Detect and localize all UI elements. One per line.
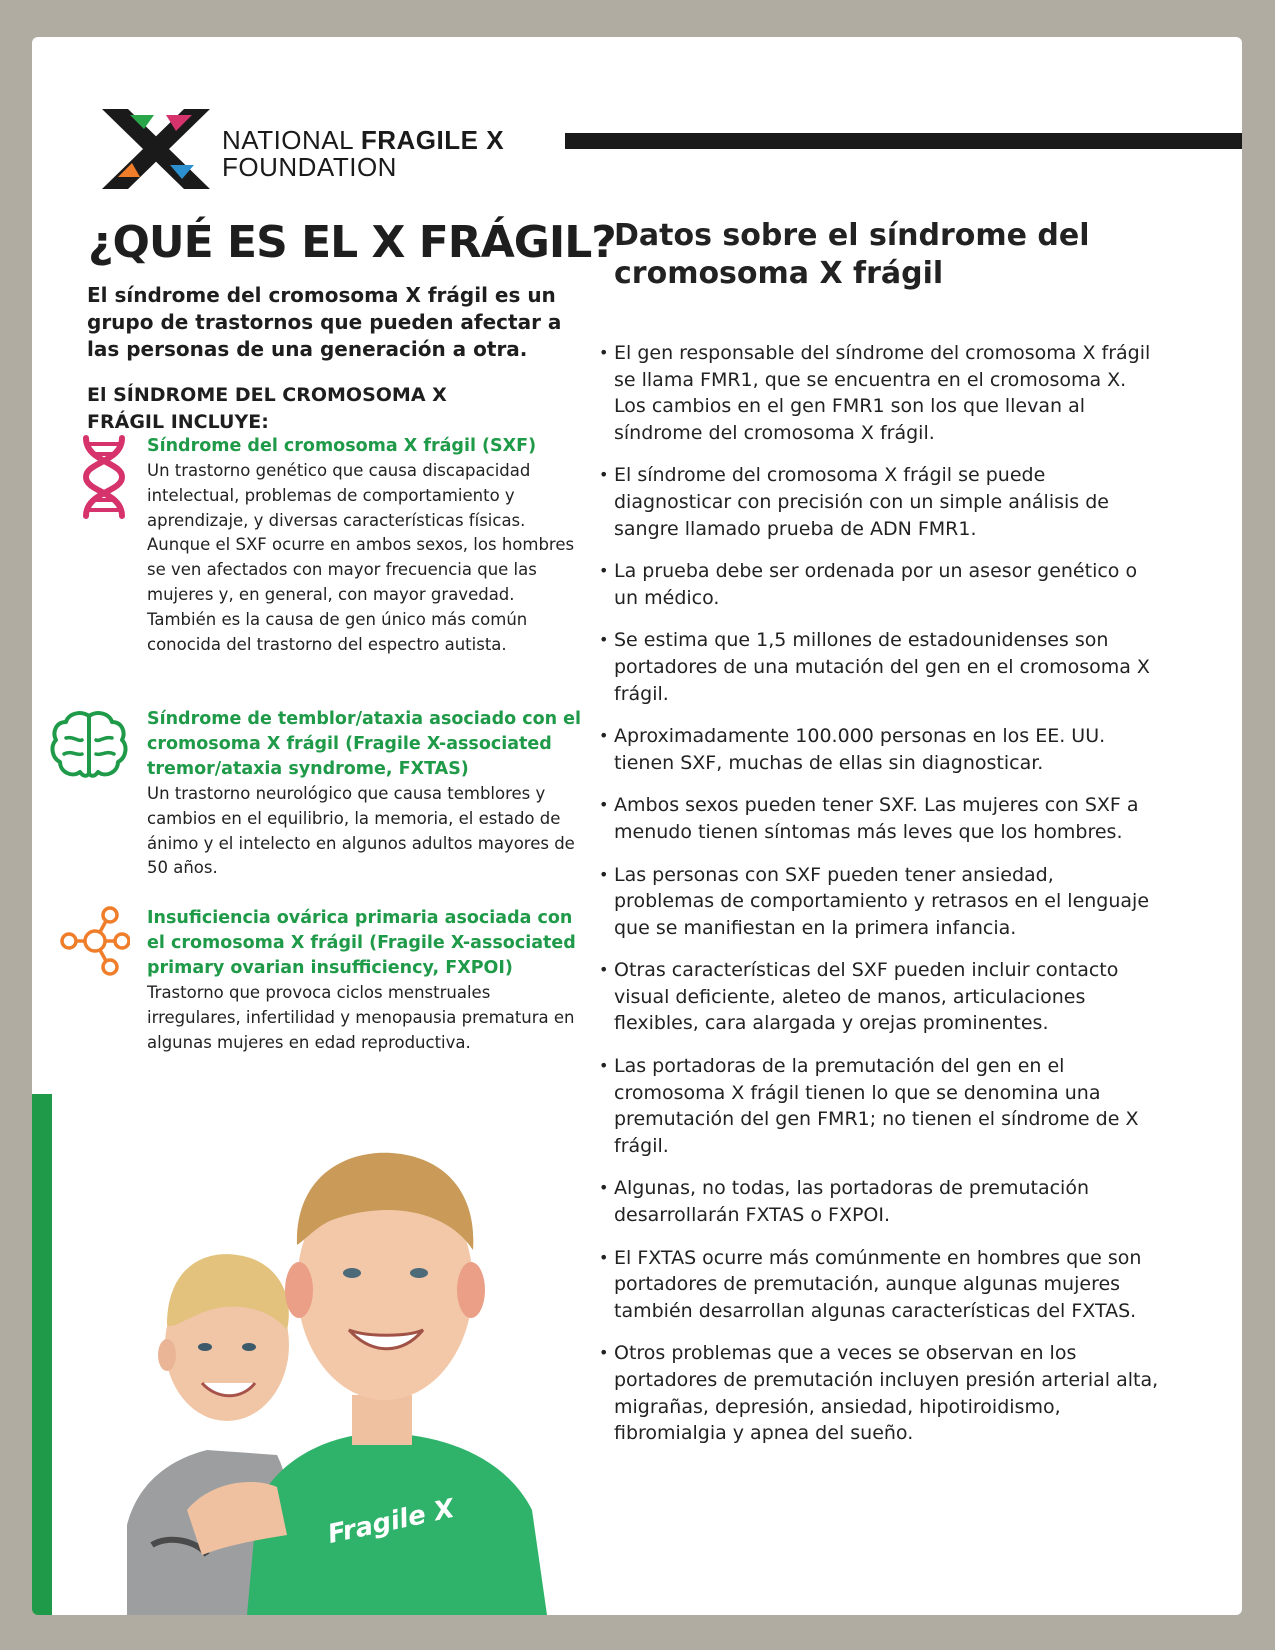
- fact-item: • La prueba debe ser ordenada por un asesor genético o un médico.: [599, 558, 1159, 611]
- logo-line2: FOUNDATION: [222, 152, 397, 182]
- brain-icon: [50, 710, 128, 780]
- condition-fxtas-text: [147, 707, 582, 881]
- includes-heading: El SÍNDROME DEL CROMOSOMA X FRÁGIL INCLUYE:: [87, 384, 447, 433]
- fragile-x-logo-mark-icon: [100, 107, 212, 191]
- facts-list: [599, 340, 1159, 1463]
- condition-fxpoi-text: [147, 906, 582, 1055]
- condition-sxf-text: [147, 434, 582, 657]
- logo-line1-bold: FRAGILE X: [360, 125, 505, 155]
- condition-fxtas-title: Síndrome de temblor/ataxia asociado con el cromosoma X frágil (Fragile X-associated tremor/ataxia syndrome, FXTAS): [147, 709, 582, 779]
- fact-item: • Las personas con SXF pueden tener ansiedad, problemas de comportamiento y retrasos en el lenguaje que se manifiestan en la primera infancia.: [599, 862, 1159, 942]
- facts-title: Datos sobre el síndrome del cromosoma X frágil: [614, 218, 1090, 291]
- fact-item: • El gen responsable del síndrome del cromosoma X frágil se llama FMR1, que se encuentra en el cromosoma X. Los cambios en el gen FMR1 son los que llevan al síndrome del cromosoma X frágil.: [599, 340, 1159, 446]
- children-photo: [127, 1115, 547, 1615]
- fact-item: • Aproximadamente 100.000 personas en los EE. UU. tienen SXF, muchas de ellas sin diagnosticar.: [599, 723, 1159, 776]
- condition-sxf-body: Un trastorno genético que causa discapacidad intelectual, problemas de comportamiento y aprendizaje, y diversas características físicas. Aunque el SXF ocurre en ambos sexos, los hombres se ven afectados con mayor frecuencia que las mujeres y, en general, con mayor gravedad. También es la causa de gen único más común conocida del trastorno del espectro autista.: [147, 461, 575, 654]
- header-divider: [565, 133, 1242, 149]
- shirt-logo-text: Fragile X: [325, 1493, 458, 1550]
- logo-line1-regular: NATIONAL: [222, 125, 361, 155]
- fact-item: • Las portadoras de la premutación del gen en el cromosoma X frágil tienen lo que se denomina una premutación del gen FMR1; no tienen el síndrome de X frágil.: [599, 1053, 1159, 1159]
- condition-fxpoi-title: Insuficiencia ovárica primaria asociada con el cromosoma X frágil (Fragile X-associated primary ovarian insufficiency, FXPOI): [147, 908, 576, 978]
- dna-icon: [74, 432, 134, 522]
- green-accent-bar: [32, 1094, 52, 1615]
- fact-item: • Se estima que 1,5 millones de estadounidenses son portadores de una mutación del gen en el cromosoma X frágil.: [599, 627, 1159, 707]
- logo-wordmark: [222, 127, 504, 181]
- fact-item: • Algunas, no todas, las portadoras de premutación desarrollarán FXTAS o FXPOI.: [599, 1175, 1159, 1228]
- condition-fxpoi-body: Trastorno que provoca ciclos menstruales irregulares, infertilidad y menopausia prematura en algunas mujeres en edad reproductiva.: [147, 983, 575, 1052]
- condition-sxf-title: Síndrome del cromosoma X frágil (SXF): [147, 436, 537, 456]
- fact-item: • Otras características del SXF pueden incluir contacto visual deficiente, aleteo de manos, articulaciones flexibles, cara alargada y orejas prominentes.: [599, 957, 1159, 1037]
- fact-item: • Otros problemas que a veces se observan en los portadores de premutación incluyen presión arterial alta, migrañas, depresión, ansiedad, hipotiroidismo, fibromialgia y apnea del sueño.: [599, 1340, 1159, 1446]
- ovary-cells-icon: [60, 906, 130, 976]
- intro-text: El síndrome del cromosoma X frágil es un grupo de trastornos que pueden afectar a las personas de una generación a otra.: [87, 283, 562, 361]
- fact-item: • El síndrome del cromosoma X frágil se puede diagnosticar con precisión con un simple análisis de sangre llamado prueba de ADN FMR1.: [599, 462, 1159, 542]
- national-fragile-x-foundation-logo[interactable]: [100, 107, 520, 197]
- condition-fxtas-body: Un trastorno neurológico que causa temblores y cambios en el equilibrio, la memoria, el estado de ánimo y el intelecto en algunos adultos mayores de 50 años.: [147, 784, 575, 878]
- fact-item: • Ambos sexos pueden tener SXF. Las mujeres con SXF a menudo tienen síntomas más leves que los hombres.: [599, 792, 1159, 845]
- document-page: [32, 37, 1242, 1615]
- fact-item: • El FXTAS ocurre más comúnmente en hombres que son portadores de premutación, aunque algunas mujeres también desarrollan algunas características del FXTAS.: [599, 1245, 1159, 1325]
- page-title: ¿QUÉ ES EL X FRÁGIL?: [88, 217, 616, 268]
